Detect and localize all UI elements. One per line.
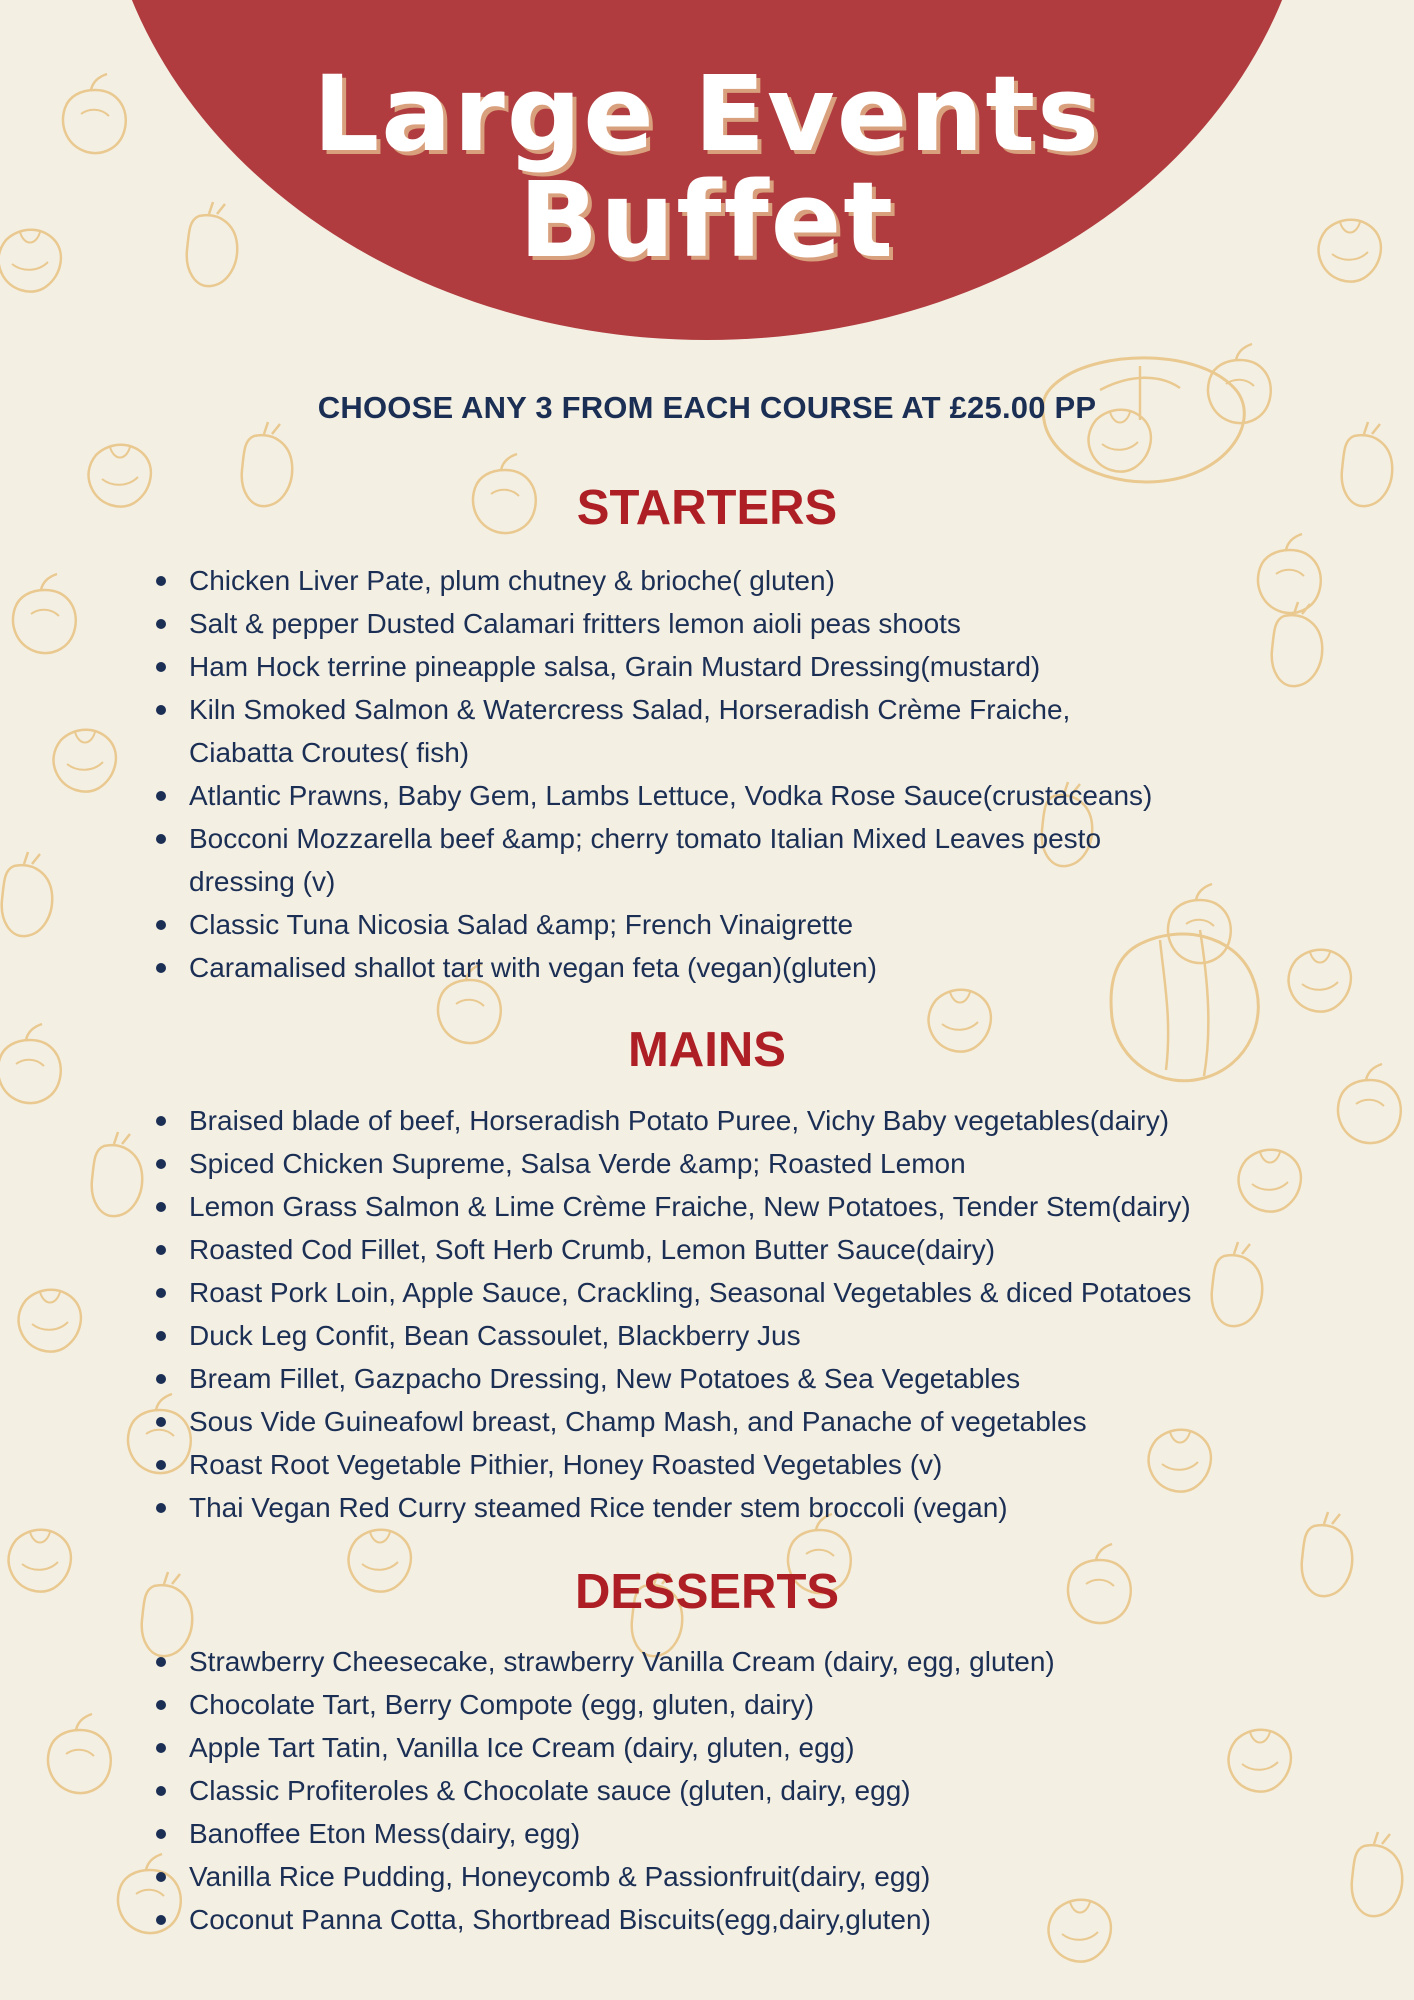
list-item: Classic Profiteroles & Chocolate sauce (gluten, dairy, egg) (188, 1769, 1318, 1812)
list-item: Duck Leg Confit, Bean Cassoulet, Blackberry Jus (188, 1314, 1318, 1357)
list-item: Caramalised shallot tart with vegan feta (vegan)(gluten) (188, 946, 1318, 989)
list-item: Thai Vegan Red Curry steamed Rice tender stem broccoli (vegan) (188, 1486, 1318, 1529)
desserts-list (188, 1640, 1318, 1941)
starters-list (188, 559, 1318, 989)
list-item: Strawberry Cheesecake, strawberry Vanilla Cream (dairy, egg, gluten) (188, 1640, 1318, 1683)
list-item: Roasted Cod Fillet, Soft Herb Crumb, Lemon Butter Sauce(dairy) (188, 1228, 1318, 1271)
list-item: Roast Root Vegetable Pithier, Honey Roasted Vegetables (v) (188, 1443, 1318, 1486)
section-title-starters: STARTERS (576, 481, 838, 535)
section-title-desserts: DESSERTS (574, 1565, 840, 1619)
list-item: Bocconi Mozzarella beef &amp; cherry tomato Italian Mixed Leaves pesto dressing (v) (188, 817, 1209, 903)
list-item: Chocolate Tart, Berry Compote (egg, gluten, dairy) (188, 1683, 1318, 1726)
page-title-line-1: Large Events (313, 53, 1101, 175)
list-item: Classic Tuna Nicosia Salad &amp; French Vinaigrette (188, 903, 1318, 946)
list-item: Apple Tart Tatin, Vanilla Ice Cream (dairy, gluten, egg) (188, 1726, 1318, 1769)
list-item: Ham Hock terrine pineapple salsa, Grain Mustard Dressing(mustard) (188, 645, 1318, 688)
list-item: Bream Fillet, Gazpacho Dressing, New Potatoes & Sea Vegetables (188, 1357, 1318, 1400)
mains-list (188, 1099, 1318, 1529)
list-item: Kiln Smoked Salmon & Watercress Salad, Horseradish Crème Fraiche, Ciabatta Croutes( fish) (188, 688, 1129, 774)
list-item: Vanilla Rice Pudding, Honeycomb & Passionfruit(dairy, egg) (188, 1855, 1318, 1898)
list-item: Roast Pork Loin, Apple Sauce, Crackling, Seasonal Vegetables & diced Potatoes (188, 1271, 1318, 1314)
page-title-line-2: Buffet (518, 159, 896, 281)
list-item: Banoffee Eton Mess(dairy, egg) (188, 1812, 1318, 1855)
list-item: Coconut Panna Cotta, Shortbread Biscuits(egg,dairy,gluten) (188, 1898, 1318, 1941)
list-item: Braised blade of beef, Horseradish Potato Puree, Vichy Baby vegetables(dairy) (188, 1099, 1318, 1142)
list-item: Sous Vide Guineafowl breast, Champ Mash, and Panache of vegetables (188, 1400, 1318, 1443)
list-item: Atlantic Prawns, Baby Gem, Lambs Lettuce, Vodka Rose Sauce(crustaceans) (188, 774, 1318, 817)
list-item: Lemon Grass Salmon & Lime Crème Fraiche, New Potatoes, Tender Stem(dairy) (188, 1185, 1318, 1228)
pricing-tagline: CHOOSE ANY 3 FROM EACH COURSE AT £25.00 PP (317, 390, 1097, 425)
section-title-mains: MAINS (628, 1023, 786, 1077)
list-item: Chicken Liver Pate, plum chutney & brioche( gluten) (188, 559, 1318, 602)
list-item: Salt & pepper Dusted Calamari fritters lemon aioli peas shoots (188, 602, 1318, 645)
list-item: Spiced Chicken Supreme, Salsa Verde &amp; Roasted Lemon (188, 1142, 1318, 1185)
